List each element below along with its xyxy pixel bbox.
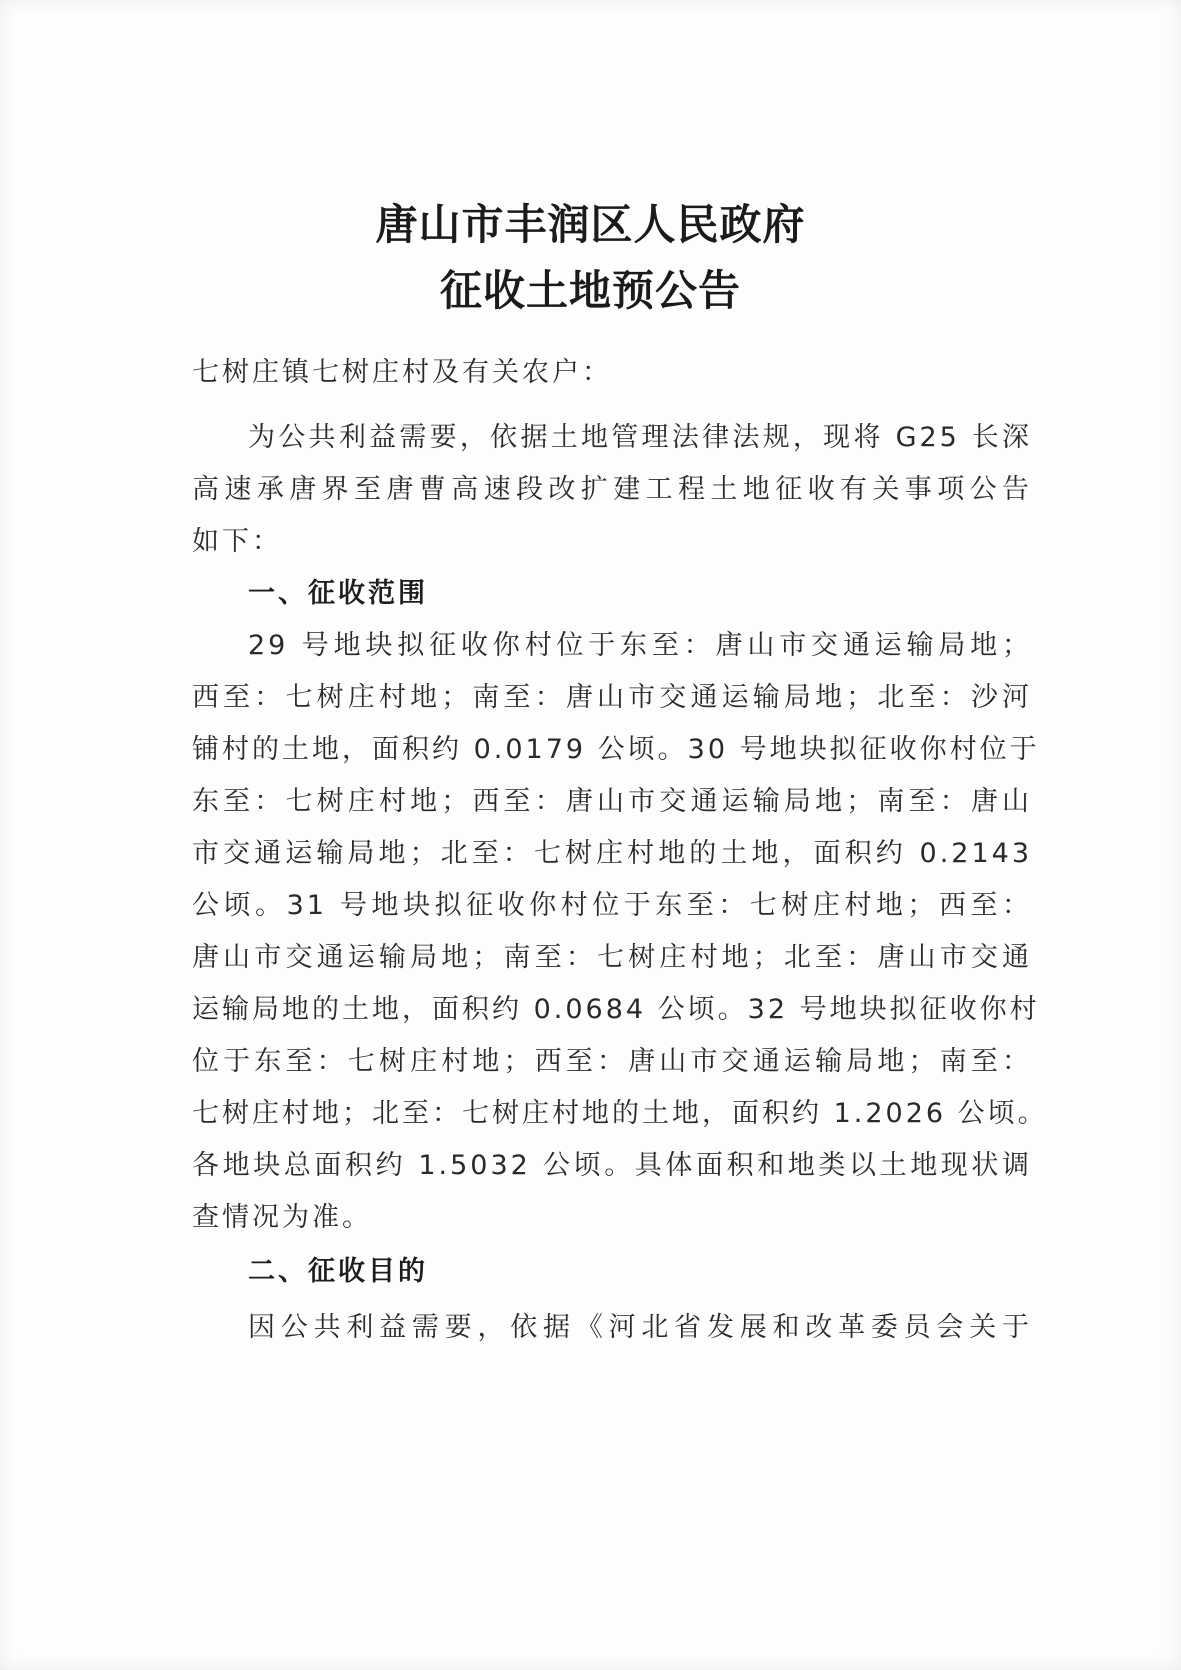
section1-line-3: 铺村的土地，面积约 0.0179 公顷。30 号地块拟征收你村位于 bbox=[192, 734, 1040, 765]
section1-line-9: 位于东至：七树庄村地；西至：唐山市交通运输局地；南至： bbox=[192, 1046, 1032, 1077]
section1-line-10: 七树庄村地；北至：七树庄村地的土地，面积约 1.2026 公顷。 bbox=[192, 1098, 1048, 1129]
section2-line-1: 因公共利益需要，依据《河北省发展和改革委员会关于 bbox=[248, 1312, 1032, 1343]
section1-line-5: 市交通运输局地；北至：七树庄村地的土地，面积约 0.2143 bbox=[192, 838, 1032, 869]
intro-line-3: 如下： bbox=[192, 526, 282, 557]
salutation: 七树庄镇七树庄村及有关农户： bbox=[192, 357, 612, 388]
document-title-line-2: 征收土地预公告 bbox=[439, 266, 741, 315]
section1-line-4: 东至：七树庄村地；西至：唐山市交通运输局地；南至：唐山 bbox=[192, 786, 1032, 817]
intro-line-1: 为公共利益需要，依据土地管理法律法规，现将 G25 长深 bbox=[248, 422, 1032, 453]
section1-heading: 一、征收范围 bbox=[248, 578, 428, 609]
section1-line-8: 运输局地的土地，面积约 0.0684 公顷。32 号地块拟征收你村 bbox=[192, 994, 1040, 1025]
section1-line-12: 查情况为准。 bbox=[192, 1202, 372, 1233]
section1-line-1: 29 号地块拟征收你村位于东至：唐山市交通运输局地； bbox=[248, 630, 1032, 661]
section1-line-2: 西至：七树庄村地；南至：唐山市交通运输局地；北至：沙河 bbox=[192, 682, 1032, 713]
section1-line-11: 各地块总面积约 1.5032 公顷。具体面积和地类以土地现状调 bbox=[192, 1150, 1032, 1181]
document-title-line-1: 唐山市丰润区人民政府 bbox=[375, 200, 806, 249]
section2-heading: 二、征收目的 bbox=[248, 1256, 428, 1287]
section1-line-6: 公顷。31 号地块拟征收你村位于东至：七树庄村地；西至： bbox=[192, 890, 1032, 921]
section1-line-7: 唐山市交通运输局地；南至：七树庄村地；北至：唐山市交通 bbox=[192, 942, 1032, 973]
intro-line-2: 高速承唐界至唐曹高速段改扩建工程土地征收有关事项公告 bbox=[192, 474, 1032, 505]
